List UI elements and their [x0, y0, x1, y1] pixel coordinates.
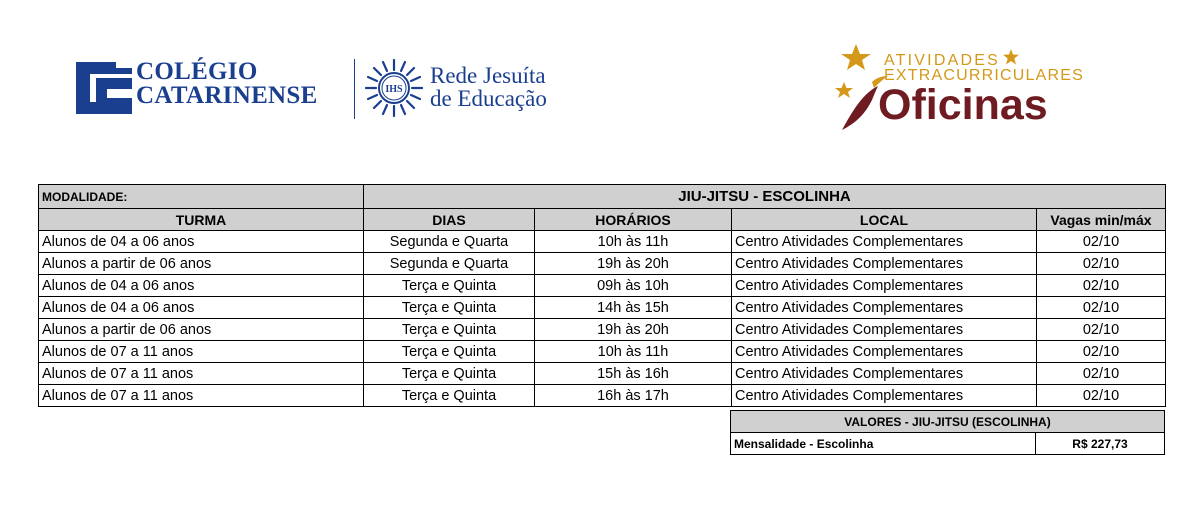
dias-cell: Terça e Quinta: [364, 363, 535, 385]
header-dias: DIAS: [364, 209, 535, 231]
rede-line2: de Educação: [430, 86, 547, 111]
header-horarios: HORÁRIOS: [535, 209, 732, 231]
local-cell: Centro Atividades Complementares: [732, 341, 1037, 363]
turma-cell: Alunos de 04 a 06 anos: [39, 275, 364, 297]
horario-cell: 10h às 11h: [535, 231, 732, 253]
table-row: [39, 275, 1166, 297]
valores-table: [730, 410, 1165, 455]
vagas-cell: 02/10: [1037, 231, 1166, 253]
table-row: [39, 341, 1166, 363]
modalidade-value: JIU-JITSU - ESCOLINHA: [364, 185, 1166, 209]
table-row: [39, 385, 1166, 407]
table-row: [39, 231, 1166, 253]
table-row: [39, 253, 1166, 275]
horario-cell: 10h às 11h: [535, 341, 732, 363]
vagas-cell: 02/10: [1037, 275, 1166, 297]
modalidade-row: [39, 185, 1166, 209]
rede-line1: Rede Jesuíta: [430, 63, 546, 88]
turma-cell: Alunos de 07 a 11 anos: [39, 341, 364, 363]
table-row: [39, 297, 1166, 319]
local-cell: Centro Atividades Complementares: [732, 297, 1037, 319]
local-cell: Centro Atividades Complementares: [732, 319, 1037, 341]
atividades-title: ATIVIDADES: [884, 52, 1000, 69]
turma-cell: Alunos de 04 a 06 anos: [39, 297, 364, 319]
oficinas-title: Oficinas: [878, 81, 1048, 129]
header-vagas: Vagas min/máx: [1037, 209, 1166, 231]
turma-cell: Alunos de 04 a 06 anos: [39, 231, 364, 253]
price-label: Mensalidade - Escolinha: [731, 433, 1036, 455]
extracurriculares-title: EXTRACURRICULARES: [884, 67, 1084, 84]
vagas-cell: 02/10: [1037, 297, 1166, 319]
turma-cell: Alunos a partir de 06 anos: [39, 319, 364, 341]
vagas-cell: 02/10: [1037, 319, 1166, 341]
horario-cell: 15h às 16h: [535, 363, 732, 385]
dias-cell: Terça e Quinta: [364, 275, 535, 297]
modalidade-label: MODALIDADE:: [39, 185, 364, 209]
local-cell: Centro Atividades Complementares: [732, 385, 1037, 407]
colegio-line1: COLÉGIO: [136, 58, 258, 85]
colegio-name: [136, 60, 318, 108]
vagas-cell: 02/10: [1037, 341, 1166, 363]
local-cell: Centro Atividades Complementares: [732, 253, 1037, 275]
dias-cell: Terça e Quinta: [364, 341, 535, 363]
colegio-line2: CATARINENSE: [136, 82, 318, 109]
price-value: R$ 227,73: [1036, 433, 1165, 455]
turma-cell: Alunos a partir de 06 anos: [39, 253, 364, 275]
local-cell: Centro Atividades Complementares: [732, 275, 1037, 297]
local-cell: Centro Atividades Complementares: [732, 363, 1037, 385]
turma-cell: Alunos de 07 a 11 anos: [39, 363, 364, 385]
turma-cell: Alunos de 07 a 11 anos: [39, 385, 364, 407]
valores-title: VALORES - JIU-JITSU (ESCOLINHA): [731, 411, 1165, 433]
vagas-cell: 02/10: [1037, 363, 1166, 385]
local-cell: Centro Atividades Complementares: [732, 231, 1037, 253]
price-row: [731, 433, 1165, 455]
table-row: [39, 319, 1166, 341]
rede-jesuita-text: [430, 64, 547, 110]
horario-cell: 19h às 20h: [535, 253, 732, 275]
cc-monogram-icon: [76, 62, 132, 114]
horario-cell: 14h às 15h: [535, 297, 732, 319]
seal-text: IHS: [385, 84, 403, 95]
jesuit-seal-icon: [364, 58, 424, 118]
schedule-table: [38, 184, 1166, 407]
table-row: [39, 363, 1166, 385]
horario-cell: 19h às 20h: [535, 319, 732, 341]
header-turma: TURMA: [39, 209, 364, 231]
dias-cell: Terça e Quinta: [364, 385, 535, 407]
dias-cell: Terça e Quinta: [364, 297, 535, 319]
dias-cell: Segunda e Quarta: [364, 231, 535, 253]
dias-cell: Terça e Quinta: [364, 319, 535, 341]
logo-divider: [354, 59, 355, 119]
horario-cell: 16h às 17h: [535, 385, 732, 407]
dias-cell: Segunda e Quarta: [364, 253, 535, 275]
table-header-row: [39, 209, 1166, 231]
header-local: LOCAL: [732, 209, 1037, 231]
small-star-icon: [1003, 49, 1019, 65]
vagas-cell: 02/10: [1037, 385, 1166, 407]
horario-cell: 09h às 10h: [535, 275, 732, 297]
vagas-cell: 02/10: [1037, 253, 1166, 275]
